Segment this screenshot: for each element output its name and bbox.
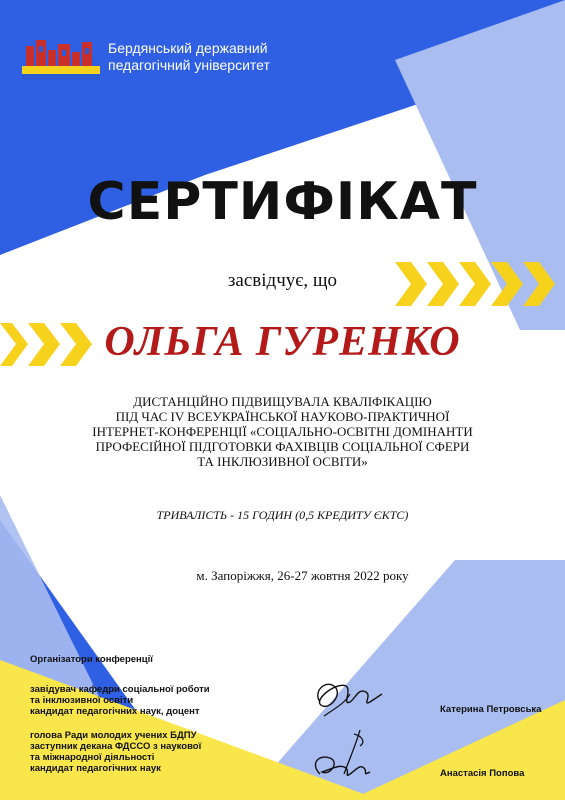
organizers-heading: Організатори конференції bbox=[30, 654, 153, 665]
university-name bbox=[108, 40, 270, 74]
university-name-line2: педагогічний університет bbox=[108, 57, 270, 73]
organizer-title-line: завідувач кафедри соціальної роботи bbox=[30, 684, 210, 695]
certificate-title: СЕРТИФІКАТ bbox=[87, 172, 478, 232]
university-name-line1: Бердянський державний bbox=[108, 40, 268, 56]
organizer-title-line: заступник декана ФДССО з наукової bbox=[30, 741, 202, 752]
description-line: ПРОФЕСІЙНОЇ ПІДГОТОВКИ ФАХІВЦІВ СОЦІАЛЬНОЇ СФЕРИ bbox=[95, 439, 470, 454]
certifies-text: засвідчує, що bbox=[227, 270, 338, 291]
description-line: ДИСТАНЦІЙНО ПІДВИЩУВАЛА КВАЛІФІКАЦІЮ bbox=[133, 394, 432, 409]
organizer-title-line: кандидат педагогічних наук, доцент bbox=[30, 706, 200, 717]
organizer-title-line: голова Ради молодих учених БДПУ bbox=[30, 730, 197, 741]
description-line: ПІД ЧАС IV ВСЕУКРАЇНСЬКОЇ НАУКОВО-ПРАКТИЧНОЇ bbox=[115, 409, 450, 424]
description-line: ТА ІНКЛЮЗИВНОЇ ОСВІТИ» bbox=[197, 454, 368, 469]
organizer-2-name: Анастасія Попова bbox=[440, 768, 525, 779]
description bbox=[40, 394, 525, 469]
organizer-2-titles bbox=[30, 730, 201, 774]
organizer-title-line: та міжнародної діяльності bbox=[30, 752, 155, 763]
signature-2 bbox=[300, 724, 390, 784]
description-line: ІНТЕРНЕТ-КОНФЕРЕНЦІЇ «СОЦІАЛЬНО-ОСВІТНІ ДОМІНАНТИ bbox=[92, 424, 473, 439]
organizer-title-line: кандидат педагогічних наук bbox=[30, 763, 161, 774]
organizer-1-titles bbox=[30, 684, 210, 717]
organizer-title-line: та інклюзивної освіти bbox=[30, 695, 134, 706]
university-logo bbox=[22, 36, 100, 80]
recipient-name: ОЛЬГА ГУРЕНКО bbox=[104, 319, 461, 365]
signature-1 bbox=[306, 672, 386, 722]
duration-text: ТРИВАЛІСТЬ - 15 ГОДИН (0,5 КРЕДИТУ ЄКТС) bbox=[156, 508, 409, 522]
place-date: м. Запоріжжя, 26-27 жовтня 2022 року bbox=[196, 568, 409, 583]
organizer-1-name: Катерина Петровська bbox=[440, 704, 542, 715]
